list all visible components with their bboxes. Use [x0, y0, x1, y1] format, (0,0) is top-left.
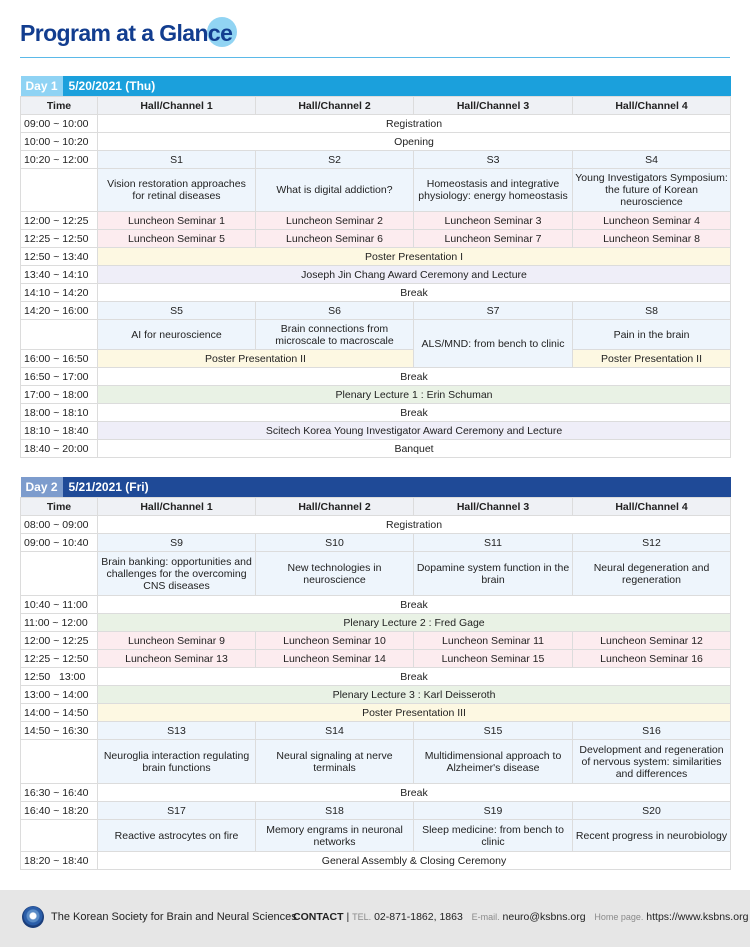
session-topic-cell: ALS/MND: from bench to clinic — [414, 320, 573, 368]
time-cell: 16:30 ~ 16:40 — [21, 784, 98, 802]
session-code-cell: S10 — [256, 534, 414, 552]
luncheon-cell: Luncheon Seminar 15 — [414, 650, 573, 668]
homepage-label: Home page. — [594, 912, 644, 922]
time-cell: 14:50 ~ 16:30 — [21, 722, 98, 740]
session-code-cell: S4 — [573, 151, 731, 169]
tel-value: 02-871-1862, 1863 — [374, 911, 463, 923]
luncheon-cell: Luncheon Seminar 2 — [256, 212, 414, 230]
session-topic-cell: Pain in the brain — [573, 320, 731, 350]
session-code-cell: S6 — [256, 302, 414, 320]
poster-cell: Poster Presentation I — [98, 248, 731, 266]
time-cell: 16:50 ~ 17:00 — [21, 368, 98, 386]
column-header-hall2: Hall/Channel 2 — [256, 97, 414, 115]
column-header-time: Time — [21, 97, 98, 115]
time-cell: 12:25 ~ 12:50 — [21, 230, 98, 248]
time-cell: 12:25 ~ 12:50 — [21, 650, 98, 668]
plenary-cell: Plenary Lecture 2 : Fred Gage — [98, 614, 731, 632]
session-code-cell: S3 — [414, 151, 573, 169]
session-topic-cell: Young Investigators Symposium: the future of Korean neuroscience — [573, 169, 731, 212]
luncheon-cell: Luncheon Seminar 3 — [414, 212, 573, 230]
event-cell: Registration — [98, 115, 731, 133]
footer-contact — [293, 911, 748, 923]
table-row — [21, 212, 731, 230]
luncheon-cell: Luncheon Seminar 13 — [98, 650, 256, 668]
column-header-hall3: Hall/Channel 3 — [414, 498, 573, 516]
session-topic-cell: What is digital addiction? — [256, 169, 414, 212]
time-cell: 10:00 ~ 10:20 — [21, 133, 98, 151]
time-cell: 13:00 ~ 14:00 — [21, 686, 98, 704]
table-row — [21, 516, 731, 534]
poster-cell: Poster Presentation III — [98, 704, 731, 722]
session-code-cell: S15 — [414, 722, 573, 740]
poster-cell: Poster Presentation II — [98, 350, 414, 368]
session-topic-cell: Recent progress in neurobiology — [573, 820, 731, 852]
column-header-hall4: Hall/Channel 4 — [573, 97, 731, 115]
table-row — [21, 440, 731, 458]
event-cell: Opening — [98, 133, 731, 151]
luncheon-cell: Luncheon Seminar 11 — [414, 632, 573, 650]
table-row — [21, 552, 731, 596]
table-row — [21, 320, 731, 350]
luncheon-cell: Luncheon Seminar 10 — [256, 632, 414, 650]
day2-header — [21, 477, 731, 498]
day2-column-header-row — [21, 498, 731, 516]
time-cell: 12:50 13:00 — [21, 668, 98, 686]
session-topic-cell: Multidimensional approach to Alzheimer's disease — [414, 740, 573, 784]
day2-schedule-table — [20, 477, 731, 870]
table-row — [21, 534, 731, 552]
table-row — [21, 704, 731, 722]
table-row — [21, 266, 731, 284]
footer-org-name: The Korean Society for Brain and Neural Sciences — [51, 911, 297, 923]
column-header-time: Time — [21, 498, 98, 516]
contact-label: CONTACT — [293, 911, 344, 923]
session-topic-cell: Neural degeneration and regeneration — [573, 552, 731, 596]
table-row — [21, 740, 731, 784]
session-topic-cell: Vision restoration approaches for retinal diseases — [98, 169, 256, 212]
time-cell-empty — [21, 169, 98, 212]
time-cell: 14:10 ~ 14:20 — [21, 284, 98, 302]
break-cell: Break — [98, 596, 731, 614]
time-cell: 13:40 ~ 14:10 — [21, 266, 98, 284]
footer — [0, 890, 750, 947]
session-topic-cell: Sleep medicine: from bench to clinic — [414, 820, 573, 852]
day1-header — [21, 76, 731, 97]
time-cell-empty — [21, 320, 98, 350]
closing-cell: General Assembly & Closing Ceremony — [98, 852, 731, 870]
table-row — [21, 852, 731, 870]
luncheon-cell: Luncheon Seminar 5 — [98, 230, 256, 248]
table-row — [21, 115, 731, 133]
contact-separator: | — [346, 911, 350, 923]
table-row — [21, 133, 731, 151]
session-code-cell: S18 — [256, 802, 414, 820]
time-cell: 18:10 ~ 18:40 — [21, 422, 98, 440]
table-row — [21, 820, 731, 852]
table-row — [21, 368, 731, 386]
table-row — [21, 284, 731, 302]
session-topic-cell: Neural signaling at nerve terminals — [256, 740, 414, 784]
column-header-hall2: Hall/Channel 2 — [256, 498, 414, 516]
table-row — [21, 422, 731, 440]
time-cell: 09:00 ~ 10:40 — [21, 534, 98, 552]
session-code-cell: S20 — [573, 802, 731, 820]
session-topic-cell: Dopamine system function in the brain — [414, 552, 573, 596]
time-cell: 12:00 ~ 12:25 — [21, 212, 98, 230]
column-header-hall4: Hall/Channel 4 — [573, 498, 731, 516]
session-code-cell: S12 — [573, 534, 731, 552]
time-cell-empty — [21, 820, 98, 852]
break-cell: Break — [98, 284, 731, 302]
day1-schedule-table — [20, 76, 731, 458]
session-topic-cell: Brain banking: opportunities and challenges for the overcoming CNS diseases — [98, 552, 256, 596]
time-cell: 14:20 ~ 16:00 — [21, 302, 98, 320]
session-code-cell: S5 — [98, 302, 256, 320]
time-cell: 17:00 ~ 18:00 — [21, 386, 98, 404]
time-cell: 18:40 ~ 20:00 — [21, 440, 98, 458]
table-row — [21, 151, 731, 169]
day1-column-header-row — [21, 97, 731, 115]
event-cell: Registration — [98, 516, 731, 534]
award-cell: Joseph Jin Chang Award Ceremony and Lecture — [98, 266, 731, 284]
break-cell: Break — [98, 404, 731, 422]
table-row — [21, 668, 731, 686]
session-topic-cell: Reactive astrocytes on fire — [98, 820, 256, 852]
email-link[interactable]: neuro@ksbns.org — [502, 911, 586, 923]
table-row — [21, 632, 731, 650]
email-label: E-mail. — [471, 912, 500, 922]
luncheon-cell: Luncheon Seminar 7 — [414, 230, 573, 248]
luncheon-cell: Luncheon Seminar 14 — [256, 650, 414, 668]
luncheon-cell: Luncheon Seminar 4 — [573, 212, 731, 230]
table-row — [21, 784, 731, 802]
session-topic-cell: AI for neuroscience — [98, 320, 256, 350]
tel-label: TEL. — [352, 912, 372, 922]
society-logo-icon — [22, 906, 44, 928]
column-header-hall3: Hall/Channel 3 — [414, 97, 573, 115]
table-row — [21, 802, 731, 820]
table-row — [21, 614, 731, 632]
session-code-cell: S11 — [414, 534, 573, 552]
luncheon-cell: Luncheon Seminar 1 — [98, 212, 256, 230]
break-cell: Break — [98, 368, 731, 386]
table-row — [21, 650, 731, 668]
time-cell: 10:20 ~ 12:00 — [21, 151, 98, 169]
session-code-cell: S14 — [256, 722, 414, 740]
luncheon-cell: Luncheon Seminar 8 — [573, 230, 731, 248]
table-row — [21, 169, 731, 212]
table-row — [21, 404, 731, 422]
session-topic-cell: Development and regeneration of nervous system: similarities and differences — [573, 740, 731, 784]
banquet-cell: Banquet — [98, 440, 731, 458]
table-row — [21, 386, 731, 404]
title-divider — [20, 57, 730, 58]
break-cell: Break — [98, 668, 731, 686]
session-topic-cell: Neuroglia interaction regulating brain functions — [98, 740, 256, 784]
session-code-cell: S9 — [98, 534, 256, 552]
day2-date: 5/21/2021 (Fri) — [68, 480, 149, 494]
plenary-cell: Plenary Lecture 1 : Erin Schuman — [98, 386, 731, 404]
session-topic-cell: Homeostasis and integrative physiology: energy homeostasis — [414, 169, 573, 212]
session-topic-cell: Brain connections from microscale to macroscale — [256, 320, 414, 350]
time-cell: 10:40 ~ 11:00 — [21, 596, 98, 614]
time-cell-empty — [21, 552, 98, 596]
page-title: Program at a Glance — [20, 20, 233, 46]
session-code-cell: S1 — [98, 151, 256, 169]
plenary-cell: Plenary Lecture 3 : Karl Deisseroth — [98, 686, 731, 704]
session-code-cell: S19 — [414, 802, 573, 820]
time-cell: 18:20 ~ 18:40 — [21, 852, 98, 870]
time-cell: 12:50 ~ 13:40 — [21, 248, 98, 266]
column-header-hall1: Hall/Channel 1 — [98, 97, 256, 115]
session-code-cell: S8 — [573, 302, 731, 320]
table-row — [21, 230, 731, 248]
table-row — [21, 302, 731, 320]
session-topic-cell: New technologies in neuroscience — [256, 552, 414, 596]
column-header-hall1: Hall/Channel 1 — [98, 498, 256, 516]
time-cell: 09:00 ~ 10:00 — [21, 115, 98, 133]
session-code-cell: S16 — [573, 722, 731, 740]
time-cell: 18:00 ~ 18:10 — [21, 404, 98, 422]
poster-cell: Poster Presentation II — [573, 350, 731, 368]
table-row — [21, 596, 731, 614]
luncheon-cell: Luncheon Seminar 16 — [573, 650, 731, 668]
day2-label: Day 2 — [21, 477, 63, 497]
session-topic-cell: Memory engrams in neuronal networks — [256, 820, 414, 852]
table-row — [21, 686, 731, 704]
title-block — [20, 14, 240, 54]
luncheon-cell: Luncheon Seminar 9 — [98, 632, 256, 650]
session-code-cell: S13 — [98, 722, 256, 740]
time-cell: 12:00 ~ 12:25 — [21, 632, 98, 650]
luncheon-cell: Luncheon Seminar 6 — [256, 230, 414, 248]
time-cell-empty — [21, 740, 98, 784]
table-row — [21, 350, 731, 368]
time-cell: 08:00 ~ 09:00 — [21, 516, 98, 534]
session-code-cell: S17 — [98, 802, 256, 820]
time-cell: 16:40 ~ 18:20 — [21, 802, 98, 820]
luncheon-cell: Luncheon Seminar 12 — [573, 632, 731, 650]
table-row — [21, 722, 731, 740]
session-code-cell: S7 — [414, 302, 573, 320]
day1-date: 5/20/2021 (Thu) — [68, 79, 156, 93]
homepage-link[interactable]: https://www.ksbns.org — [646, 911, 749, 923]
session-code-cell: S2 — [256, 151, 414, 169]
time-cell: 11:00 ~ 12:00 — [21, 614, 98, 632]
table-row — [21, 248, 731, 266]
break-cell: Break — [98, 784, 731, 802]
award-cell: Scitech Korea Young Investigator Award Ceremony and Lecture — [98, 422, 731, 440]
time-cell: 14:00 ~ 14:50 — [21, 704, 98, 722]
day1-label: Day 1 — [21, 76, 63, 96]
time-cell: 16:00 ~ 16:50 — [21, 350, 98, 368]
